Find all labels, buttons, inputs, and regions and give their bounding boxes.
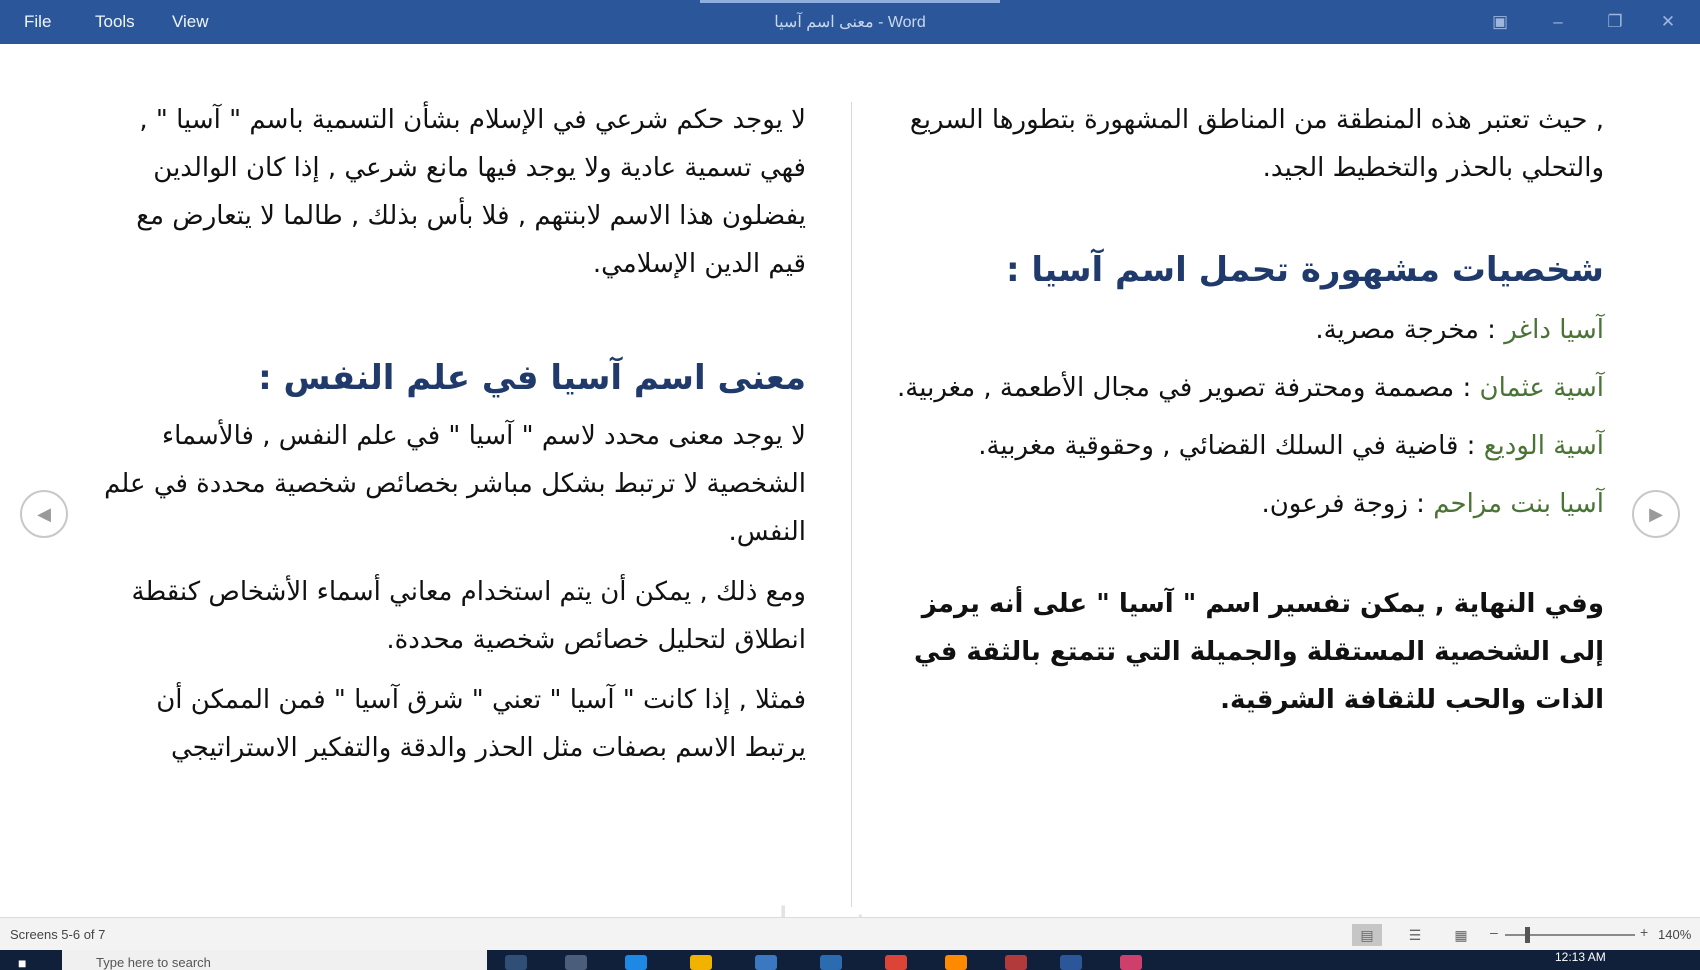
person-name: آسية الوديع xyxy=(1483,431,1604,461)
conclusion-paragraph: وفي النهاية , يمكن تفسير اسم " آسيا " على أنه يرمز إلى الشخصية المستقلة والجميلة التي تتمتع بالثقة في الذات والحب للثقافة الشرقية. xyxy=(914,589,1604,715)
previous-screen-button[interactable] xyxy=(20,490,68,538)
chevron-left-icon: ◀ xyxy=(37,503,51,525)
title-bar xyxy=(0,0,1700,44)
person-desc: : قاضية في السلك القضائي , وحقوقية مغربية. xyxy=(978,431,1484,461)
next-screen-button[interactable] xyxy=(1632,490,1680,538)
edge-icon[interactable] xyxy=(625,955,647,970)
document-title: معنى اسم آسيا - Word xyxy=(774,14,926,31)
analysis-paragraph: ومع ذلك , يمكن أن يتم استخدام معاني أسماء الأشخاص كنقطة انطلاق لتحليل خصائص شخصية محددة. xyxy=(131,577,806,655)
web-layout-icon: ▦ xyxy=(1454,926,1468,943)
menu-view[interactable]: View xyxy=(172,12,209,31)
reading-view xyxy=(0,44,1700,917)
close-icon[interactable]: ✕ xyxy=(1660,12,1676,31)
example-paragraph: فمثلا , إذا كانت " آسيا " تعني " شرق آسيا " فمن الممكن أن يرتبط الاسم بصفات مثل الحذر والدقة والتفكير الاستراتيجي xyxy=(156,685,806,763)
app-icon[interactable] xyxy=(945,955,967,970)
read-mode-icon: ▤ xyxy=(1360,926,1374,943)
read-mode-button[interactable] xyxy=(1352,924,1382,946)
windows-start-icon[interactable]: ■ xyxy=(18,955,27,970)
person-desc: : مصممة ومحترفة تصوير في مجال الأطعمة , مغربية. xyxy=(897,373,1480,403)
person-item xyxy=(880,480,1604,528)
menu-file[interactable]: File xyxy=(24,12,52,31)
taskbar xyxy=(0,950,1700,970)
restore-icon[interactable]: ❐ xyxy=(1607,12,1623,31)
zoom-slider-thumb[interactable] xyxy=(1525,927,1530,943)
person-desc: : مخرجة مصرية. xyxy=(1315,315,1505,345)
psychology-heading: معنى اسم آسيا في علم النفس : xyxy=(258,358,806,398)
famous-people-heading: شخصيات مشهورة تحمل اسم آسيا : xyxy=(1006,250,1604,290)
file-explorer-icon[interactable] xyxy=(690,955,712,970)
menu-slot-view xyxy=(172,0,209,44)
menu-slot-tools xyxy=(95,0,135,44)
chrome-icon[interactable] xyxy=(885,955,907,970)
person-item xyxy=(880,364,1604,412)
person-name: آسيا داغر xyxy=(1504,315,1604,345)
zoom-level[interactable]: 140% xyxy=(1658,927,1692,942)
person-item xyxy=(880,306,1604,354)
app-icon[interactable] xyxy=(1120,955,1142,970)
app-icon[interactable] xyxy=(1005,955,1027,970)
menu-bar xyxy=(24,0,51,44)
zoom-out-button[interactable]: – xyxy=(1490,924,1498,940)
web-layout-button[interactable] xyxy=(1446,924,1476,946)
right-page xyxy=(880,96,1604,724)
minimize-icon[interactable]: – xyxy=(1553,12,1563,31)
intro-paragraph: , حيث تعتبر هذه المنطقة من المناطق المشهورة بتطورها السريع والتحلي بالحذر والتخطيط الجيد. xyxy=(909,105,1604,183)
person-name: آسية عثمان xyxy=(1479,373,1604,403)
menu-tools[interactable]: Tools xyxy=(95,12,135,31)
taskbar-search[interactable]: Type here to search xyxy=(62,950,487,970)
focus-mode-icon[interactable]: ▣ xyxy=(1491,12,1509,31)
person-name: آسيا بنت مزاحم xyxy=(1433,489,1604,519)
status-bar xyxy=(0,917,1700,950)
person-item xyxy=(880,422,1604,470)
ruling-paragraph: لا يوجد حكم شرعي في الإسلام بشأن التسمية باسم " آسيا " , فهي تسمية عادية ولا يوجد فيها مانع شرعي , إذا كان الوالدين يفضلون هذا الاسم لابنتهم , فلا بأس بذلك , طالما لا يتعارض مع قيم الدين الإسلامي. xyxy=(136,105,806,279)
page-divider xyxy=(851,102,852,907)
clock: 12:13 AM xyxy=(1555,950,1606,964)
chevron-right-icon: ▶ xyxy=(1649,503,1663,525)
task-view-icon[interactable] xyxy=(565,955,587,970)
zoom-in-button[interactable]: + xyxy=(1640,924,1649,940)
mail-icon[interactable] xyxy=(820,955,842,970)
print-layout-button[interactable] xyxy=(1400,924,1430,946)
person-desc: : زوجة فرعون. xyxy=(1261,489,1434,519)
left-page xyxy=(96,96,806,772)
psychology-paragraph: لا يوجد معنى محدد لاسم " آسيا " في علم النفس , فالأسماء الشخصية لا ترتبط بشكل مباشر بخصائص شخصية محددة في علم النفس. xyxy=(104,421,806,547)
word-icon[interactable] xyxy=(1060,955,1082,970)
store-icon[interactable] xyxy=(755,955,777,970)
print-layout-icon: ☰ xyxy=(1408,926,1422,943)
screen-counter: Screens 5-6 of 7 xyxy=(10,927,106,942)
search-icon[interactable] xyxy=(505,955,527,970)
